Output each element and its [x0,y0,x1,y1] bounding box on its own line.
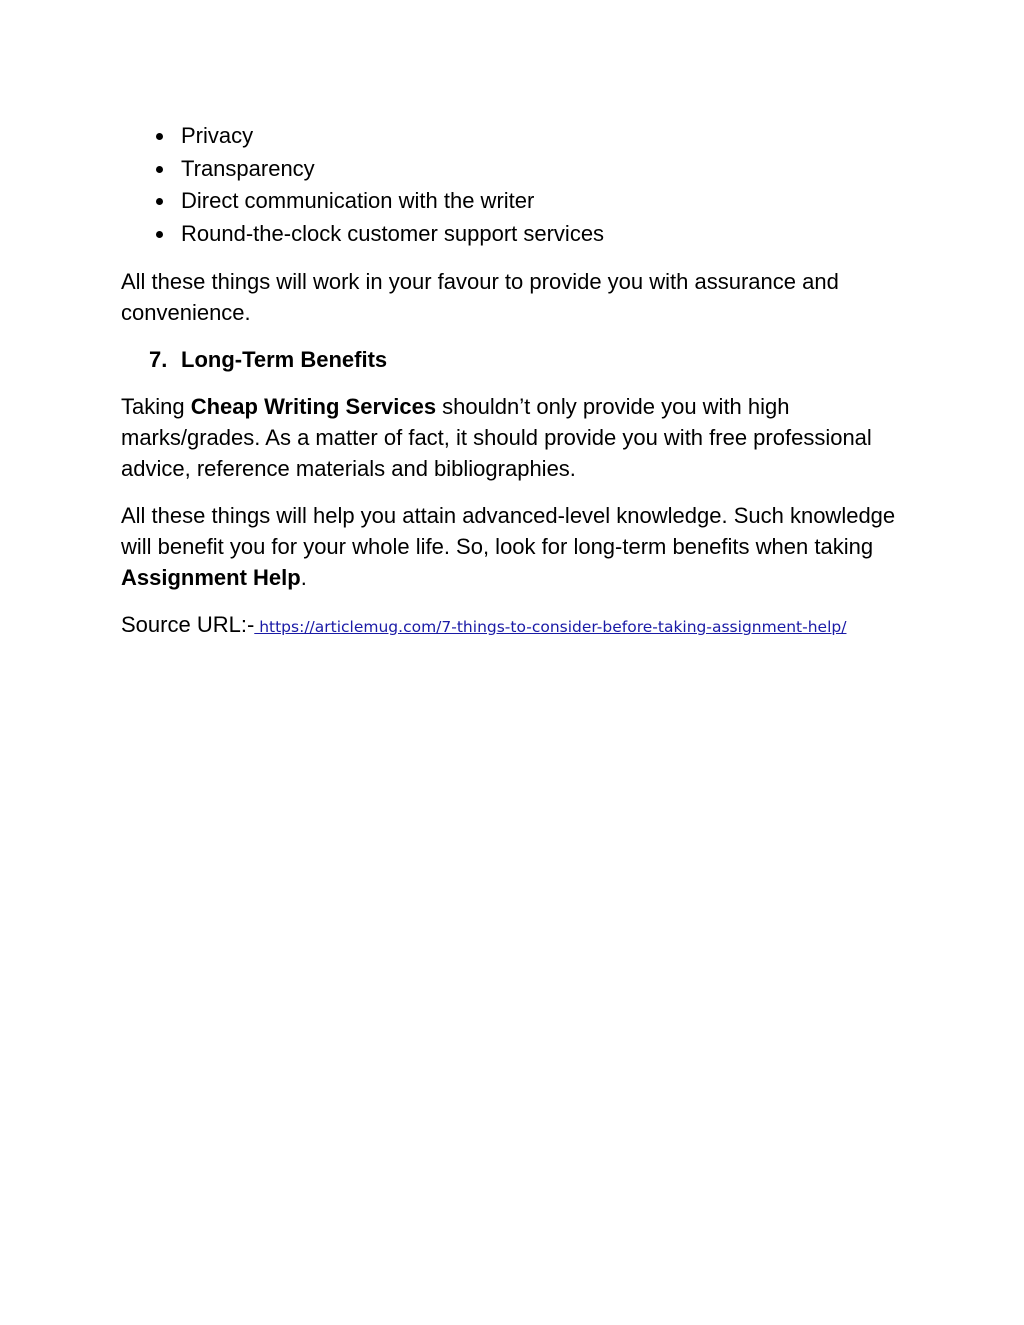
list-item-text: Transparency [181,155,315,181]
source-label: Source URL:- [121,612,255,637]
bullet-list [121,120,901,250]
paragraph-assurance: All these things will work in your favour to provide you with assurance and convenience. [121,269,839,325]
bullet-dot-icon [156,198,163,205]
list-item [121,153,901,186]
paragraph-text: Taking [121,394,191,419]
paragraph-knowledge [121,500,901,593]
paragraph-text: . [300,565,307,590]
paragraph-text: All these things will help you attain advanced-level knowledge. Such knowledge will benefit you for your whole life. So, look for long-term benefits when taking [121,503,896,559]
bullet-dot-icon [156,166,163,173]
bold-term: Cheap Writing Services [190,394,437,419]
bullet-dot-icon [156,231,163,238]
list-item-text: Privacy [181,123,254,148]
list-item-text: Round-the-clock customer support services [181,220,605,246]
list-item [121,120,901,153]
list-item [121,218,901,251]
list-item-text: Direct communication with the writer [181,188,535,213]
heading-number: 7. [149,347,168,372]
section-heading [121,344,901,375]
list-item [121,185,901,218]
paragraph-cheap-writing [121,391,901,484]
source-line [121,609,901,643]
source-url-link[interactable]: https://articlemug.com/7-things-to-consider-before-taking-assignment-help/ [254,618,847,636]
heading-text: Long-Term Benefits [181,347,388,372]
paragraph-text: shouldn’t only provide you with high marks/grades. As a matter of fact, it should provide you with free professional advice, reference materials and bibliographies. [121,394,872,481]
bold-term: Assignment Help [121,565,301,590]
document-page [121,120,901,643]
bullet-dot-icon [156,133,163,140]
